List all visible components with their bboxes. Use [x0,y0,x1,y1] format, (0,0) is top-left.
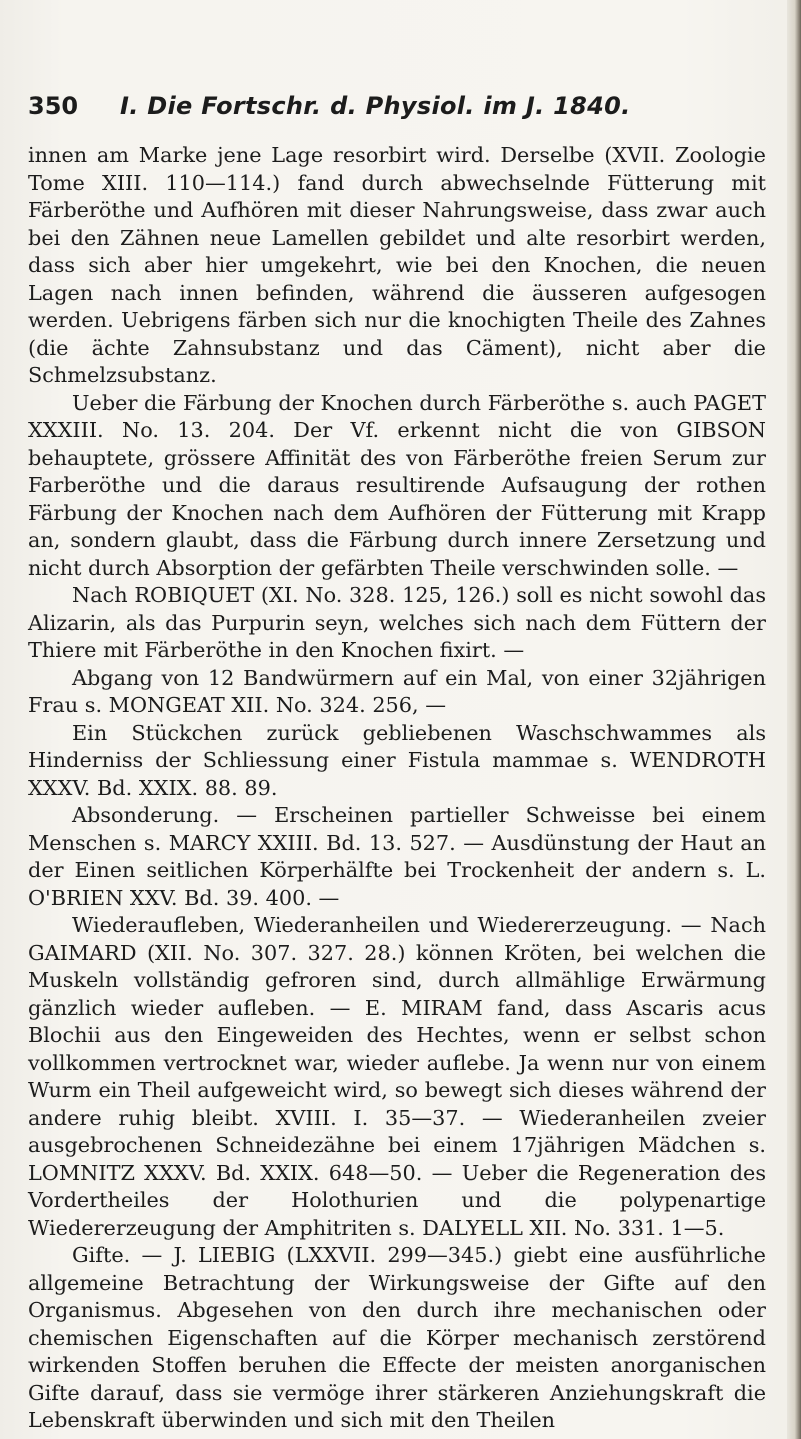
paragraph: innen am Marke jene Lage resorbirt wird. Derselbe (XVII. Zoologie Tome XIII. 110—114.) fand durch abwechselnde Fütterung mit Färberöthe und Aufhören mit dieser Nahrungsweise, dass zwar auch bei den Zähnen neue Lamellen gebildet und alte resorbirt werden, dass sich aber hier umgekehrt, wie bei den Knochen, die neuen Lagen nach innen befinden, während die äusseren aufgesogen werden. Uebrigens färben sich nur die knochigten Theile des Zahnes (die ächte Zahnsubstanz und das Cäment), nicht aber die Schmelzsubstanz. [28,143,766,387]
page-header [28,92,758,128]
paragraph: Ein Stückchen zurück gebliebenen Waschschwammes als Hinderniss der Schliessung einer Fistula mammae s. WENDROTH XXXV. Bd. XXIX. 88. 89. [28,720,766,800]
paragraph-absonderung: Absonderung. — Erscheinen partieller Schweisse bei einem Menschen s. MARCY XXIII. Bd. 13. 527. — Ausdünstung der Haut an der Einen seitlichen Körperhälfte bei Trockenheit der andern s. L. O'BRIEN XXV. Bd. 39. 400. — [28,803,766,910]
paragraph: Ueber die Färbung der Knochen durch Färberöthe s. auch PAGET XXXIII. No. 13. 204. Der Vf. erkennt nicht die von GIBSON behauptete, grössere Affinität des von Färberöthe freien Serum zur Farberöthe und die daraus resultirende Aufsaugung der rothen Färbung der Knochen nach dem Aufhören der Fütterung mit Krapp an, sondern glaubt, dass die Färbung durch innere Zersetzung und nicht durch Absorption der gefärbten Theile verschwinden solle. — [28,390,766,580]
paragraph: Nach ROBIQUET (XI. No. 328. 125, 126.) soll es nicht sowohl das Alizarin, als das Purpurin seyn, welches sich nach dem Füttern der Thiere mit Färberöthe in den Knochen fixirt. — [28,583,766,662]
paragraph-gifte: Gifte. — J. LIEBIG (LXXVII. 299—345.) giebt eine ausführliche allgemeine Betrachtung der Wirkungsweise der Gifte auf den Organismus. Abgesehen von den durch ihre mechanischen oder chemischen Eigenschaften auf die Körper mechanisch zerstörend wirkenden Stoffen beruhen die Effecte der meisten anorganischen Gifte darauf, dass sie vermöge ihrer stärkeren Anziehungskraft die Lebenskraft überwinden und sich mit den Theilen [28,1243,766,1432]
paragraph: Abgang von 12 Bandwürmern auf ein Mal, von einer 32jährigen Frau s. MONGEAT XII. No. 324. 256, — [28,665,766,717]
page-number: 350 [28,92,79,120]
page-edge-shadow [787,0,801,1439]
running-title: I. Die Fortschr. d. Physiol. im J. 1840. [120,92,631,120]
text-body [28,142,766,1435]
paragraph-wiederaufleben: Wiederaufleben, Wiederanheilen und Wiedererzeugung. — Nach GAIMARD (XII. No. 307. 327. 28.) können Kröten, bei welchen die Muskeln vollständig gefroren sind, durch allmählige Erwärmung gänzlich wieder aufleben. — E. MIRAM fand, dass Ascaris acus Blochii aus den Eingeweiden des Hechtes, wenn er selbst schon vollkommen vertrocknet war, wieder auflebe. Ja wenn nur von einem Wurm ein Theil aufgeweicht wird, so bewegt sich dieses während der andere ruhig bleibt. XVIII. I. 35—37. — Wiederanheilen zveier ausgebrochenen Schneidezähne bei einem 17jährigen Mädchen s. LOMNITZ XXXV. Bd. XXIX. 648—50. — Ueber die Regeneration des Vordertheiles der Holothurien und die polypenartige Wiedererzeugung der Amphitriten s. DALYELL XII. No. 331. 1—5. [28,913,766,1240]
